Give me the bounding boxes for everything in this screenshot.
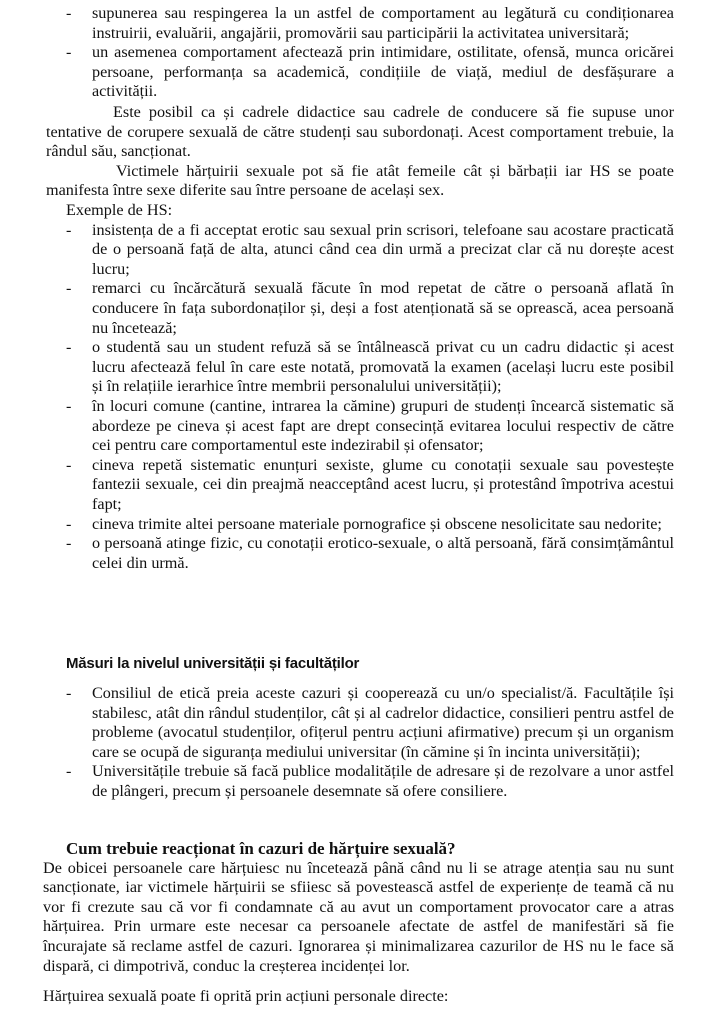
list-item-text: cineva trimite altei persoane materiale pornografice și obscene nesolicitate sau nedorite;: [92, 514, 662, 533]
bullet-dash: -: [66, 279, 72, 298]
bullet-dash: -: [66, 4, 72, 22]
bullet-dash: -: [66, 514, 72, 533]
bullet-dash: -: [66, 534, 72, 553]
reaction-heading: Cum trebuie reacționat în cazuri de hărțuire sexuală?: [66, 839, 456, 858]
list-item-text: cineva repetă sistematic enunțuri sexiste, glume cu conotații sexuale sau povestește fantezii sexuale, cei din preajmă neacceptând acest lucru, și protestând împotriva acestui fapt;: [92, 455, 674, 513]
list-item: [0, 397, 704, 456]
measures-list: [0, 684, 704, 802]
examples-list: [0, 221, 704, 574]
criteria-list-section: [0, 4, 704, 102]
examples-label: Exemple de HS:: [66, 201, 173, 219]
list-item: [0, 534, 704, 573]
list-item-text: supunerea sau respingerea la un astfel de comportament au legătură cu condiționarea instruirii, evaluării, angajării, promovării sau participării la activitatea universitară;: [92, 4, 674, 42]
paragraph-corruption: Este posibil ca și cadrele didactice sau cadrele de conducere să fie supuse unor tentative de corupere sexuală de către studenți sau subordonați. Acest comportament trebuie, la rândul său, sancționat.: [46, 103, 674, 161]
list-item-text: o studentă sau un student refuză să se întâlnească privat cu un cadru didactic și acest lucru afectează felul în care este notată, promovată la examen (același lucru este posibil și în relațiile ierarhice între membrii personalului universității);: [92, 338, 674, 396]
list-item: [0, 221, 704, 280]
list-item-text: un asemenea comportament afectează prin intimidare, ostilitate, ofensă, munca oricărei persoane, performanța sa academică, condițiile de viață, mediul de desfășurare a activității.: [92, 43, 674, 101]
criteria-list: [0, 4, 704, 102]
bullet-dash: -: [66, 338, 72, 357]
reaction-section: [0, 839, 704, 976]
list-item-text: insistența de a fi acceptat erotic sau sexual prin scrisori, telefoane sau acostare practicată de o persoană față de alta, atunci când cea din urmă a precizat clar că nu dorește acest lucru;: [92, 220, 674, 278]
measures-section: [0, 654, 704, 674]
list-item: [0, 4, 704, 43]
list-item: [0, 279, 704, 338]
reaction-paragraph: De obicei persoanele care hărțuiesc nu încetează până când nu li se atrage atenția sau nu sunt sancționate, iar victimele hărțuirii se sfiiesc să povestească astfel de experiențe de teamă că nu vor fi crezute sau că vor fi condamnate că au avut un comportament provocator care a atras hărțuirea. Prin urmare este necesar ca persoanele afectate de astfel de manifestări să fie încurajate să reclame astfel de cazuri. Ignorarea și minimalizarea cazurilor de HS nu le face să dispară, ci dimpotrivă, conduc la creșterea incidenței lor.: [43, 858, 674, 975]
paragraph-victims: Victimele hărțuirii sexuale pot să fie atât femeile cât și bărbații iar HS se poate manifesta între sexe diferite sau între persoane de același sex.: [46, 161, 674, 200]
list-item: [0, 515, 704, 535]
list-item-text: remarci cu încărcătură sexuală făcute în mod repetat de către o persoană aflată în conducere în fața subordonaților și, deși a fost atenționată să se oprească, acea persoană nu încetează;: [92, 279, 674, 337]
closing-sentence: Hărțuirea sexuală poate fi oprită prin acțiuni personale directe:: [43, 987, 449, 1005]
closing-section: [0, 987, 704, 1007]
list-item-text: Universitățile trebuie să facă publice modalitățile de adresare și de rezolvare a unor astfel de plângeri, precum și persoanele desemnate să ofere consiliere.: [92, 762, 674, 800]
bullet-dash: -: [66, 684, 72, 702]
list-item-text: Consiliul de etică preia aceste cazuri și cooperează cu un/o specialist/ă. Facultățile își stabilesc, atât din rândul studenților, cât și al cadrelor didactice, consilieri pentru astfel de probleme (avocatul studenților, ofițerul pentru acțiuni afirmative) precum și un organism care se ocupă de siguranța mediului universitar (în cămine și în incinta universității);: [92, 684, 674, 761]
bullet-dash: -: [66, 220, 72, 239]
list-item: [0, 684, 704, 762]
intro-paragraphs: [0, 103, 704, 201]
list-item: [0, 338, 704, 397]
measures-heading: Măsuri la nivelul universității și facultăților: [66, 655, 360, 672]
bullet-dash: -: [66, 762, 72, 781]
measures-list-section: [0, 684, 704, 802]
list-item: [0, 43, 704, 102]
bullet-dash: -: [66, 396, 72, 415]
list-item: [0, 762, 704, 801]
list-item-text: în locuri comune (cantine, intrarea la cămine) grupuri de studenți încearcă sistematic să abordeze pe cineva și acest fapt are drept consecință evitarea locului respectiv de către cei pentru care comportamentul este indezirabil și ofensator;: [92, 396, 674, 455]
bullet-dash: -: [66, 455, 72, 474]
list-item-text: o persoană atinge fizic, cu conotații erotico-sexuale, o altă persoană, fără consimțământul celei din urmă.: [92, 534, 674, 572]
bullet-dash: -: [66, 43, 72, 62]
examples-section: [0, 201, 704, 573]
list-item: [0, 456, 704, 515]
